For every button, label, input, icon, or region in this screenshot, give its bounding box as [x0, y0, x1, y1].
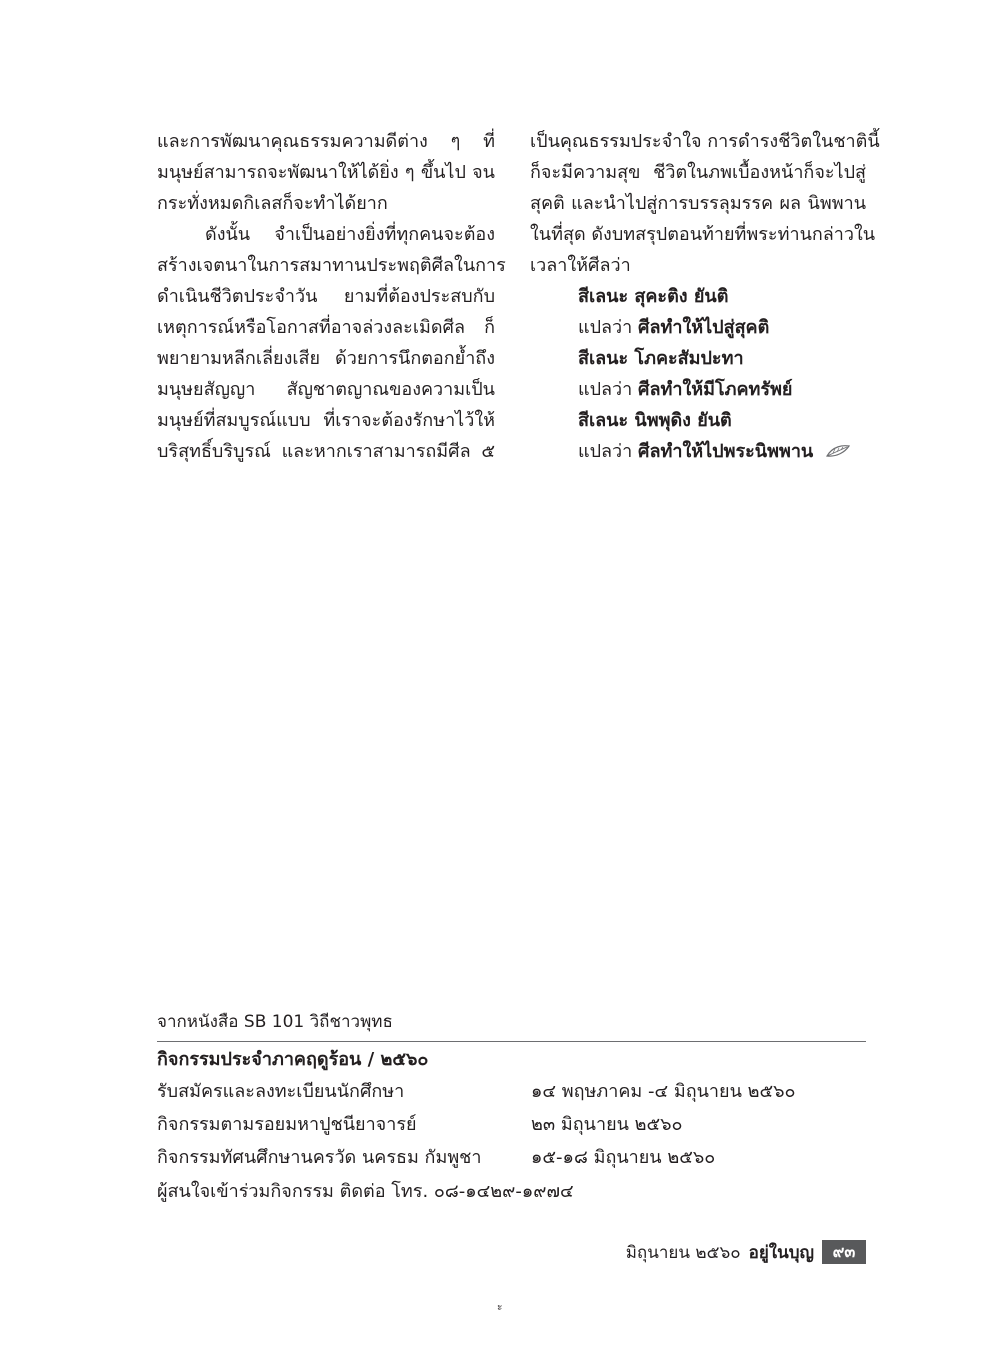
body-line: กระทั่งหมดกิเลสก็จะทำได้ยาก	[157, 193, 388, 214]
body-line: ในที่สุด ดังบทสรุปตอนท้ายที่พระท่านกล่าวใน	[530, 224, 876, 245]
verse-translation	[530, 436, 866, 467]
page-footer	[626, 1239, 866, 1265]
verse-translation	[530, 374, 866, 405]
activity-name: รับสมัครและลงทะเบียนนักศึกษา	[157, 1081, 405, 1102]
source-note: จากหนังสือ SB 101 วิถีชาวพุทธ	[157, 1012, 393, 1032]
bottom-mark: ะ	[497, 1302, 503, 1313]
activity-name: กิจกรรมทัศนศึกษานครวัด นครธม กัมพูชา	[157, 1147, 482, 1168]
verse-pali: สีเลนะ สุคะติง ยันติ	[578, 286, 729, 307]
body-line: มนุษย์ที่สมบูรณ์แบบ ที่เราจะต้องรักษาไว้ให้	[157, 410, 495, 431]
divider	[157, 1041, 866, 1042]
magazine-name: อยู่ในบุญ	[748, 1242, 814, 1263]
left-column	[157, 126, 506, 467]
body-line: บริสุทธิ์บริบูรณ์ และหากเราสามารถมีศีล ๕	[157, 441, 495, 462]
right-column	[530, 126, 880, 467]
body-line: และการพัฒนาคุณธรรมความดีต่าง ๆ ที่	[157, 131, 495, 152]
verse-pali: สีเลนะ โภคะสัมปะทา	[578, 348, 744, 369]
body-line: สร้างเจตนาในการสมาทานประพฤติศีลในการ	[157, 255, 506, 276]
verse-meaning: ศีลทำให้ไปสู่สุคติ	[638, 317, 770, 338]
issue-date: มิถุนายน ๒๕๖๐	[625, 1242, 741, 1263]
verse-pali: สีเลนะ นิพพุดิง ยันติ	[578, 410, 732, 431]
body-line: เวลาให้ศีลว่า	[530, 255, 631, 276]
body-line: พยายามหลีกเลี่ยงเสีย ด้วยการนึกตอกย้ำถึง	[157, 348, 495, 369]
translate-prefix: แปลว่า	[578, 317, 633, 338]
body-line: ดำเนินชีวิตประจำวัน ยามที่ต้องประสบกับ	[157, 286, 495, 307]
translate-prefix: แปลว่า	[578, 379, 633, 400]
activity-date: ๑๔ พฤษภาคม -๔ มิถุนายน ๒๕๖๐	[531, 1081, 796, 1102]
body-line: เป็นคุณธรรมประจำใจ การดำรงชีวิตในชาตินี้	[530, 131, 880, 152]
contact-line: ผู้สนใจเข้าร่วมกิจกรรม ติดต่อ โทร. ๐๘-๑๔๒๙-๑๙๗๔	[157, 1181, 574, 1202]
body-line: มนุษย์สามารถจะพัฒนาให้ได้ยิ่ง ๆ ขึ้นไป จน	[157, 162, 495, 183]
page-number: ๙๓	[822, 1240, 866, 1264]
activity-date: ๑๕-๑๘ มิถุนายน ๒๕๖๐	[531, 1147, 716, 1168]
body-line: ดังนั้น จำเป็นอย่างยิ่งที่ทุกคนจะต้อง	[205, 224, 495, 245]
verse-translation	[530, 312, 866, 343]
activity-name: กิจกรรมตามรอยมหาปูชนียาจารย์	[157, 1114, 417, 1135]
body-line: เหตุการณ์หรือโอกาสที่อาจล่วงละเมิดศีล ก็	[157, 317, 495, 338]
body-line: สุคติ และนำไปสู่การบรรลุมรรค ผล นิพพาน	[530, 193, 866, 214]
verse-meaning: ศีลทำให้มีโภคทรัพย์	[638, 379, 793, 400]
translate-prefix: แปลว่า	[578, 441, 633, 462]
body-line: มนุษยสัญญา สัญชาตญาณของความเป็น	[157, 379, 495, 400]
activity-date: ๒๓ มิถุนายน ๒๕๖๐	[531, 1114, 683, 1135]
leaf-icon	[825, 437, 851, 468]
body-line: ก็จะมีความสุข ชีวิตในภพเบื้องหน้าก็จะไปสู่	[530, 162, 866, 183]
verse-meaning: ศีลทำให้ไปพระนิพพาน	[638, 441, 814, 462]
activities-title: กิจกรรมประจำภาคฤดูร้อน / ๒๕๖๐	[157, 1049, 429, 1070]
